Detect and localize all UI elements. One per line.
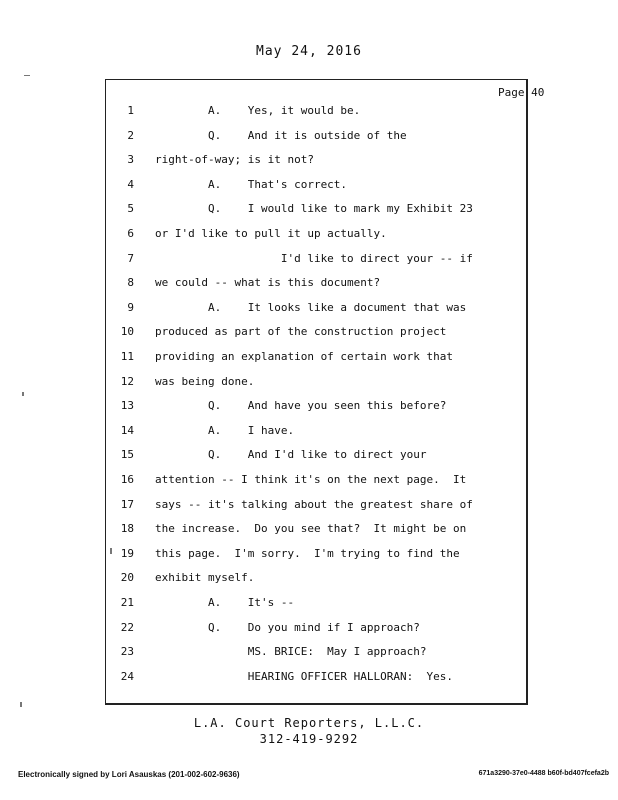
transcript-line: [0, 129, 618, 149]
line-text: A. That's correct.: [155, 177, 348, 191]
line-text: exhibit myself.: [155, 571, 255, 585]
scan-speck: [22, 392, 24, 396]
line-text: MS. BRICE: May I approach?: [155, 645, 427, 659]
line-text: Q. And I'd like to direct your: [155, 448, 427, 462]
line-text: right-of-way; is it not?: [155, 153, 314, 167]
line-text: this page. I'm sorry. I'm trying to find the: [155, 546, 460, 560]
line-number: 1: [127, 104, 134, 117]
line-text: or I'd like to pull it up actually.: [155, 227, 387, 240]
line-number: 21: [120, 596, 134, 609]
line-number: 3: [127, 153, 134, 167]
page-number: Page 40: [498, 86, 545, 99]
reporter-phone: 312-419-9292: [259, 732, 359, 746]
transcript-line: [0, 473, 618, 493]
line-number: 13: [120, 399, 134, 413]
line-number: 8: [127, 276, 134, 290]
line-text: A. I have.: [155, 423, 295, 437]
line-number: 9: [127, 300, 134, 314]
transcript-line: [0, 202, 618, 222]
line-text: Q. And it is outside of the: [155, 128, 407, 142]
line-number: 18: [120, 522, 134, 536]
line-text: Q. Do you mind if I approach?: [155, 620, 420, 634]
scan-speck: [20, 702, 22, 707]
line-text: says -- it's talking about the greatest share of: [155, 497, 473, 511]
transcript-line: [0, 375, 618, 395]
transcript-line: [0, 153, 618, 173]
transcript-line: [0, 547, 618, 567]
line-text: HEARING OFFICER HALLORAN: Yes.: [155, 669, 454, 683]
line-text: A. It's --: [155, 596, 295, 609]
line-text: A. Yes, it would be.: [155, 104, 361, 117]
line-number: 20: [120, 571, 134, 585]
line-number: 17: [120, 497, 134, 511]
line-number: 6: [127, 227, 134, 240]
transcript-line: [0, 596, 618, 616]
line-text: we could -- what is this document?: [155, 276, 381, 290]
reporter-name: L.A. Court Reporters, L.L.C.: [193, 716, 425, 730]
line-text: produced as part of the construction project: [155, 325, 447, 339]
line-text: I'd like to direct your -- if: [155, 251, 473, 265]
line-number: 22: [120, 620, 134, 634]
transcript-line: [0, 276, 618, 296]
transcript-line: [0, 645, 618, 665]
line-number: 10: [120, 325, 134, 339]
line-number: 23: [120, 645, 134, 659]
transcript-line: [0, 498, 618, 518]
line-number: 15: [120, 448, 134, 462]
scan-speck: [24, 75, 30, 76]
transcript-line: [0, 301, 618, 321]
line-number: 5: [127, 202, 134, 216]
transcript-line: [0, 325, 618, 345]
transcript-line: [0, 399, 618, 419]
line-text: A. It looks like a document that was: [155, 300, 467, 314]
line-text: Q. I would like to mark my Exhibit 23: [155, 202, 473, 216]
e-signature-text: Electronically signed by Lori Asauskas (201-002-602-9636): [18, 770, 240, 779]
line-number: 11: [120, 350, 134, 363]
line-number: 7: [127, 251, 134, 265]
transcript-line: [0, 252, 618, 272]
transcript-line: [0, 104, 618, 124]
line-number: 14: [120, 423, 134, 437]
line-number: 19: [120, 546, 134, 560]
transcript-line: [0, 424, 618, 444]
transcript-line: [0, 178, 618, 198]
scan-speck: [110, 548, 112, 554]
transcript-line: [0, 448, 618, 468]
line-text: was being done.: [155, 374, 255, 388]
transcript-line: [0, 227, 618, 247]
line-number: 16: [120, 473, 134, 486]
e-signature-id: 671a3290-37e0-4488 b60f-bd407fcefa2b: [478, 770, 609, 777]
line-text: attention -- I think it's on the next page. It: [155, 473, 467, 486]
line-number: 4: [127, 177, 134, 191]
transcript-line: [0, 571, 618, 591]
line-text: providing an explanation of certain work that: [155, 350, 454, 363]
line-text: Q. And have you seen this before?: [155, 399, 447, 413]
line-number: 2: [127, 128, 134, 142]
transcript-line: [0, 350, 618, 370]
line-number: 12: [120, 374, 134, 388]
transcript-line: [0, 522, 618, 542]
transcript-line: [0, 621, 618, 641]
page-date: May 24, 2016: [256, 44, 362, 59]
line-text: the increase. Do you see that? It might be on: [155, 522, 467, 536]
transcript-line: [0, 670, 618, 690]
line-number: 24: [120, 669, 134, 683]
